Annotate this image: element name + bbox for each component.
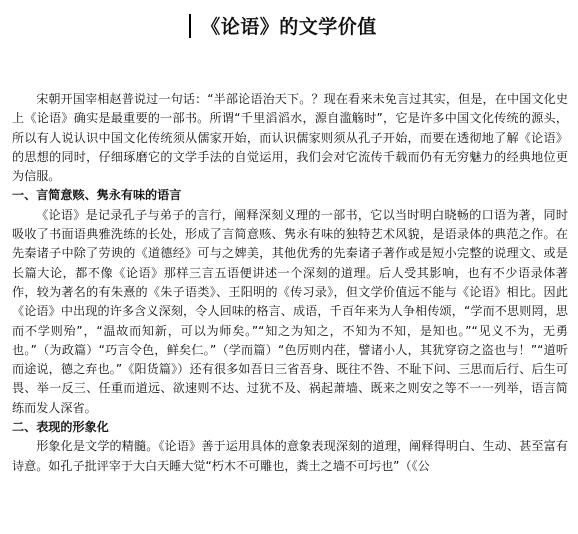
document-body xyxy=(12,90,568,476)
intro-paragraph: 宋朝开国宰相赵普说过一句话：“半部论语治天下。？现在看来未免言过其实，但是，在中国文化史上《论语》确实是最重要的一部书。所谓“千里滔滔水，源自滥觞时”，它是许多中国文化传统的源头，所以有人说认识中国文化传统须从儒家开始，而认识儒家则须从孔子开始，而要在透彻地了解《论语》的思想的同时，仔细琢磨它的文学手法的自觉运用，我们会对它流传千载而仍有无穷魅力的经典地位更为信服。 xyxy=(12,92,568,184)
section-heading: 一、言简意赅、隽永有味的语言 xyxy=(12,188,182,203)
section-paragraph: 《论语》是记录孔子与弟子的言行，阐释深刻义理的一部书，它以当时明白晓畅的口语为著，同时吸收了书面语典雅洗练的长处，形成了言简意赅、隽永有味的独特艺术风貌，是语录体的典范之作。在先秦诸子中除了劳谀的《道德经》可与之婢美，其他优秀的先秦诸子著作或是短小完整的说理文、或是长篇大论，都不像《论语》那样三言五语便讲述一个深刻的道理。后人受其影响，也有不少语录体著作，较为著名的有朱熹的《朱子语类》、王阳明的《传习录》，但文学价值远不能与《论语》相比。因此《论语》中出现的许多含义深刻，令人回味的格言、成语，千百年来为人争相传颂，“学而不思则罔，思而不学则殆”，“温故而知新，可以为师矣。”“知之为知之，不知为不知，是知也。”“见义不为，无勇也。”（为政篇）“巧言令色，鲜矣仁。”（学而篇）“色厉则内荏，譬诸小人，其犹穿窃之盗也与！”“道听而途说，德之弃也。”《阳货篇》）还有很多如吾日三省吾身、既往不咎、不耻下问、三思而后行、后生可畏、举一反三、任重而道远、欲速则不达、过犹不及、祸起萧墙、既来之则安之等不一一列举，语言简练而发人深省。 xyxy=(12,207,568,415)
text-cursor xyxy=(189,14,191,38)
section-heading: 二、表现的形象化 xyxy=(12,420,109,435)
document-title-text: 《论语》的文学价值 xyxy=(201,15,377,38)
document-title xyxy=(201,12,377,39)
title-row xyxy=(0,10,578,40)
section-paragraph: 形象化是文学的精髓。《论语》善于运用具体的意象表现深刻的道理，阐释得明白、生动、甚至富有诗意。如孔子批评宰于大白天睡大觉“朽木不可雕也，粪土之墙不可圬也”（《公 xyxy=(12,439,568,473)
